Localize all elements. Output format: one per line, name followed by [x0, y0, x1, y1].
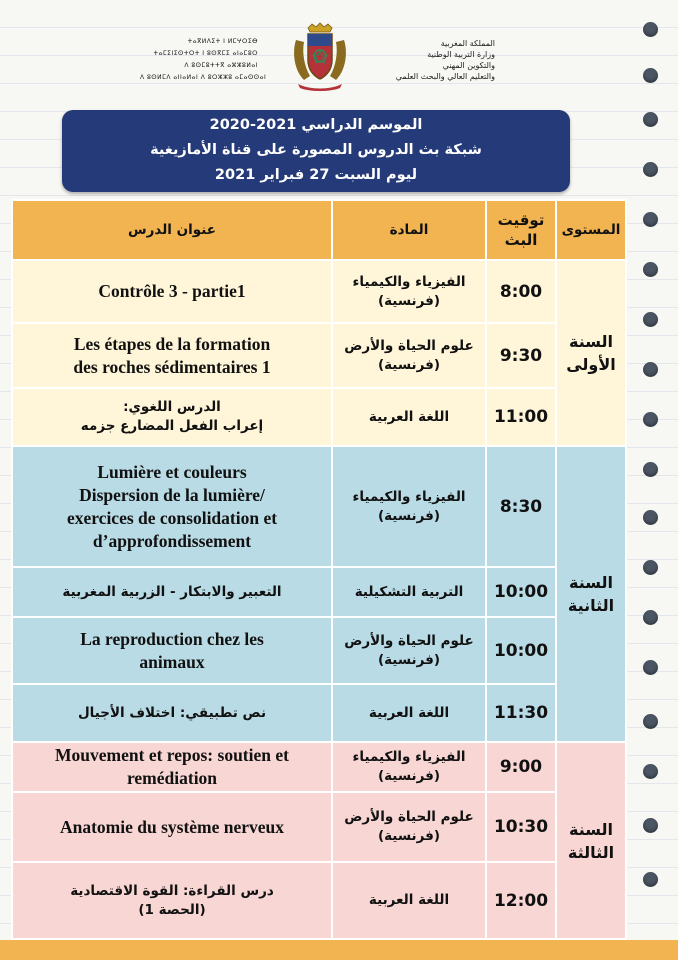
binder-ring-icon — [643, 212, 658, 227]
lesson-title-line: d’approfondissement — [92, 530, 252, 551]
broadcast-time-cell: 9:30 — [486, 323, 556, 388]
broadcast-time-cell: 8:30 — [486, 446, 556, 567]
lesson-title-cell — [12, 742, 332, 792]
subject-cell: التربية التشكيلية — [332, 567, 486, 617]
lesson-title-line: نص تطبيقي: اختلاف الأجيال — [77, 704, 267, 721]
lesson-title-line: Mouvement et repos: soutien et — [55, 745, 289, 765]
table-row — [12, 567, 626, 617]
lesson-title-line: Dispersion de la lumière/ — [79, 484, 265, 505]
arabic-header-line: وزارة التربية الوطنية — [427, 50, 495, 59]
table-row — [12, 684, 626, 742]
binder-ring-icon — [643, 412, 658, 427]
lesson-title-cell — [12, 446, 332, 567]
level-text: السنة — [568, 819, 613, 839]
subject-cell: علوم الحياة والأرض (فرنسية) — [332, 617, 486, 684]
table-row — [12, 260, 626, 323]
broadcast-time-cell: 11:00 — [486, 388, 556, 446]
arabic-header-line: والتعليم العالي والبحث العلمي — [395, 72, 495, 81]
level-text: السنة — [568, 573, 613, 592]
binder-ring-icon — [643, 22, 658, 37]
lesson-title-line: Anatomie du système nerveux — [59, 816, 285, 837]
binder-ring-icon — [643, 112, 658, 127]
level-cell — [556, 260, 626, 446]
table-row — [12, 323, 626, 388]
binder-ring-icon — [643, 714, 658, 729]
binder-ring-icon — [643, 312, 658, 327]
binder-ring-icon — [643, 162, 658, 177]
lesson-title-line: Lumière et couleurs — [97, 461, 247, 482]
binder-ring-icon — [643, 818, 658, 833]
level-cell — [556, 446, 626, 742]
broadcast-time-cell: 12:00 — [486, 862, 556, 939]
binder-ring-icon — [643, 510, 658, 525]
subject-cell: الفيزياء والكيمياء (فرنسية) — [332, 446, 486, 567]
lesson-title-line: التعبير والابتكار - الزربية المغربية — [62, 583, 282, 600]
table-row — [12, 742, 626, 792]
level-column-header: المستوى — [556, 200, 626, 260]
level-text: الثانية — [567, 596, 615, 615]
subject-cell: اللغة العربية — [332, 684, 486, 742]
table-header-row — [12, 200, 626, 260]
arabic-header-line: والتكوين المهني — [442, 61, 495, 70]
school-year-title: الموسم الدراسي 2021-2020 — [209, 117, 423, 133]
lesson-title-line: الدرس اللغوي: — [123, 399, 221, 415]
time-column-header: توقيت البث — [486, 200, 556, 260]
broadcast-time-cell: 11:30 — [486, 684, 556, 742]
lesson-title-line: La reproduction chez les — [80, 628, 264, 649]
binder-ring-icon — [643, 362, 658, 377]
lesson-title-cell — [12, 260, 332, 323]
lesson-title-line: exercices de consolidation et — [66, 507, 278, 528]
lesson-title-line: animaux — [139, 651, 205, 672]
schedule-title-banner — [62, 110, 570, 192]
table-row — [12, 446, 626, 567]
tifinagh-line: ⴷ ⵓⵙⵍⵎⴷ ⴰⵏⵏⴰⵍⴰⵏ ⴷ ⵓⵔⵣⵣⵓ ⴰⵎⴰⵙⵙⴰⵏ — [140, 74, 267, 81]
level-cell — [556, 742, 626, 939]
binder-ring-icon — [643, 764, 658, 779]
lesson-title-line: درس القراءة: القوة الاقتصادية — [70, 882, 274, 899]
binder-ring-icon — [643, 68, 658, 83]
broadcast-time-cell: 9:00 — [486, 742, 556, 792]
bottom-accent-bar — [0, 940, 678, 960]
subject-cell: علوم الحياة والأرض (فرنسية) — [332, 323, 486, 388]
subject-cell: الفيزياء والكيمياء (فرنسية) — [332, 260, 486, 323]
broadcast-time-cell: 10:00 — [486, 617, 556, 684]
ministry-header — [140, 22, 495, 102]
tifinagh-line: ⴷ ⵓⵙⵎⵓⵜⵜⴳ ⴰⵣⵣⵓⵍⴰⵏ — [184, 62, 258, 69]
broadcast-time-cell: 10:00 — [486, 567, 556, 617]
tifinagh-line: ⵜⴰⵎⵉⵏⵉⵙⵜⵔⵜ ⵏ ⵓⵙⴳⵎⵉ ⴰⵏⴰⵎⵓⵔ — [153, 50, 258, 57]
subject-cell: الفيزياء والكيمياء (فرنسية) — [332, 742, 486, 792]
broadcast-time-cell: 8:00 — [486, 260, 556, 323]
subject-column-header: المادة — [332, 200, 486, 260]
binder-ring-icon — [643, 462, 658, 477]
lesson-title-line: remédiation — [126, 768, 218, 788]
lesson-title-cell — [12, 323, 332, 388]
lesson-title-cell — [12, 792, 332, 862]
level-text: الثالثة — [567, 842, 615, 862]
arabic-ministry-name — [370, 38, 495, 82]
broadcast-date-title: ليوم السبت 27 فبراير 2021 — [214, 167, 418, 183]
binder-ring-icon — [643, 660, 658, 675]
lesson-title-cell — [12, 388, 332, 446]
arabic-header-line: المملكة المغربية — [440, 39, 495, 48]
lesson-title-cell — [12, 684, 332, 742]
table-row — [12, 388, 626, 446]
binder-ring-icon — [643, 872, 658, 887]
table-row — [12, 617, 626, 684]
table-row — [12, 792, 626, 862]
lesson-title-cell — [12, 617, 332, 684]
moroccan-coat-of-arms-icon — [290, 22, 350, 92]
binder-ring-icon — [643, 610, 658, 625]
lesson-title-cell — [12, 862, 332, 939]
lesson-title-line: des roches sédimentaires 1 — [73, 356, 271, 377]
lesson-title-line: Contrôle 3 - partie1 — [98, 281, 246, 301]
lesson-title-line: (الحصة 1) — [138, 901, 206, 918]
broadcast-network-title: شبكة بث الدروس المصورة على قناة الأمازيغية — [150, 142, 482, 158]
tifinagh-line: ⵜⴰⴳⵍⴷⵉⵜ ⵏ ⵍⵎⵖⵔⵉⴱ — [187, 38, 258, 45]
subject-cell: اللغة العربية — [332, 862, 486, 939]
schedule-table-wrapper — [11, 199, 625, 940]
subject-cell: علوم الحياة والأرض (فرنسية) — [332, 792, 486, 862]
lesson-title-line: Les étapes de la formation — [73, 333, 271, 354]
binder-ring-icon — [643, 560, 658, 575]
lesson-title-line: إعراب الفعل المضارع جزمه — [80, 418, 264, 434]
lesson-title-cell — [12, 567, 332, 617]
subject-cell: اللغة العربية — [332, 388, 486, 446]
binder-ring-icon — [643, 262, 658, 277]
binder-rings — [634, 0, 658, 960]
level-text: السنة — [568, 332, 613, 351]
table-row — [12, 862, 626, 939]
level-text: الأولى — [566, 355, 616, 374]
schedule-table — [11, 199, 627, 940]
tifinagh-ministry-name — [140, 36, 267, 84]
broadcast-time-cell: 10:30 — [486, 792, 556, 862]
lesson-column-header: عنوان الدرس — [12, 200, 332, 260]
